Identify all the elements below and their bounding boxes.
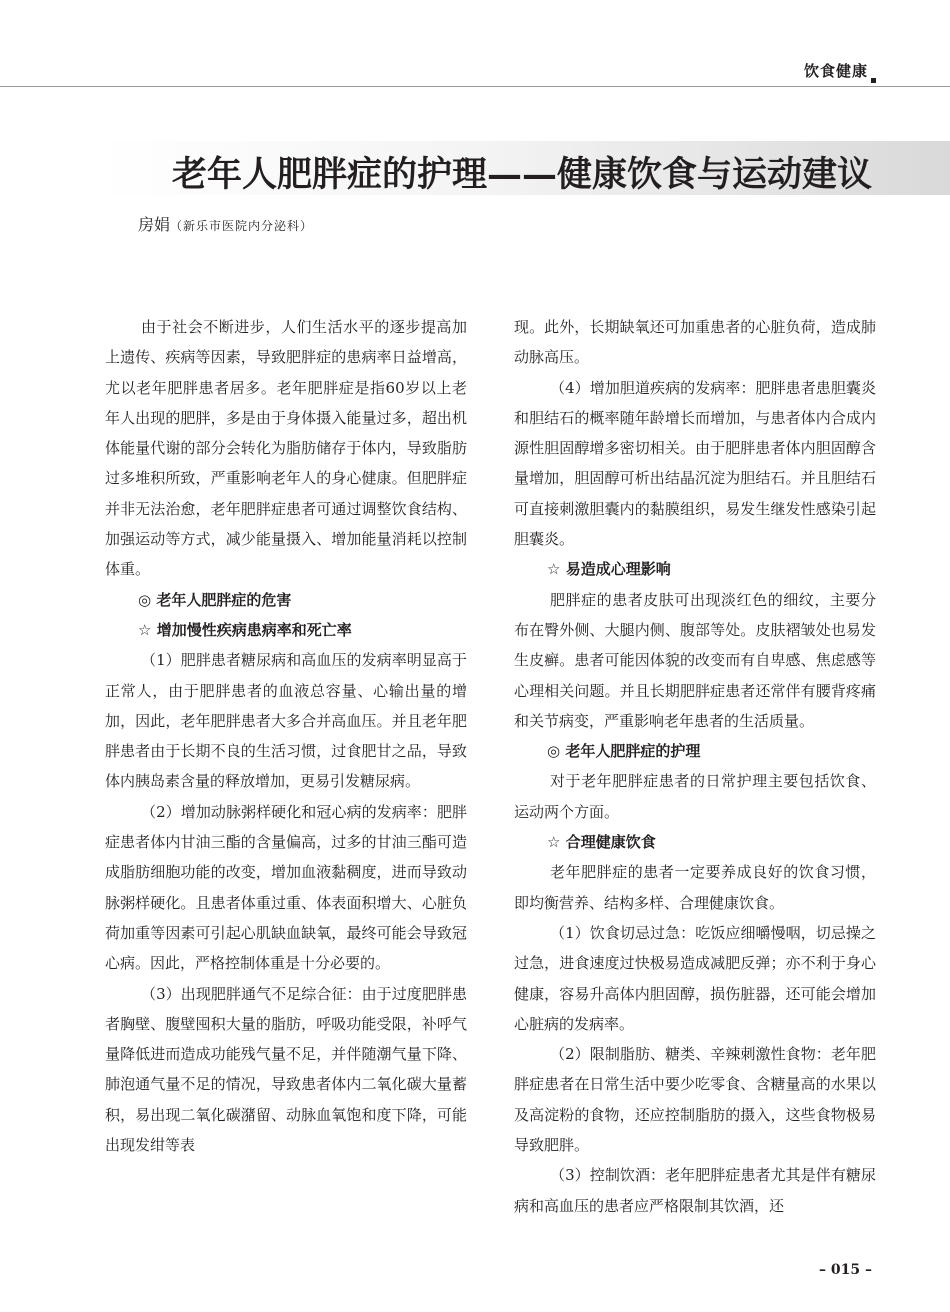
header-square-marker [871, 78, 876, 83]
byline [138, 212, 313, 235]
paragraph-point-3: （3）出现肥胖通气不足综合征：由于过度肥胖患者胸壁、腹壁囤积大量的脂肪，呼吸功能受限，补呼气量降低进而造成功能残气量不足，并伴随潮气量下降、肺泡通气量不足的情况，导致患者体内二氧化碳大量蓄积，易出现二氧化碳潴留、动脉血氧饱和度下降，可能出现发绀等表 [105, 984, 467, 1155]
paragraph-diet-intro: 老年肥胖症的患者一定要养成良好的饮食习惯，即均衡营养、结构多样、合理健康饮食。 [514, 863, 876, 912]
section-heading-care [514, 736, 876, 766]
subheading-text: 合理健康饮食 [565, 833, 656, 852]
subheading-healthy-diet [514, 827, 876, 857]
article-title: 老年人肥胖症的护理——健康饮食与运动建议 [171, 154, 872, 195]
running-header-section: 饮食健康 [803, 62, 868, 80]
header-rule [0, 86, 950, 87]
section-heading-text: 老年人肥胖症的护理 [565, 742, 701, 761]
paragraph-care-intro: 对于老年肥胖症患者的日常护理主要包括饮食、运动两个方面。 [514, 772, 876, 821]
paragraph-diet-1: （1）饮食切忌过急：吃饭应细嚼慢咽，切忌操之过急，进食速度过快极易造成减肥反弹；亦不利于身心健康，容易升高体内胆固醇，损伤脏器，还可能会增加心脏病的发病率。 [514, 923, 876, 1033]
intro-paragraph: 由于社会不断进步，人们生活水平的逐步提高加上遗传、疾病等因素，导致肥胖症的患病率日益增高，尤以老年肥胖患者居多。老年肥胖症是指60岁以上老年人出现的肥胖，多是由于身体摄入能量过多，超出机体能量代谢的部分会转化为脂肪储存于体内，导致脂肪过多堆积所致，严重影响老年人的身心健康。但肥胖症并非无法治愈，老年肥胖症患者可通过调整饮食结构、加强运动等方式，减少能量摄入、增加能量消耗以控制体重。 [105, 318, 467, 579]
paragraph-diet-2: （2）限制脂肪、糖类、辛辣刺激性食物：老年肥胖症患者在日常生活中要少吃零食、含糖量高的水果以及高淀粉的食物，还应控制脂肪的摄入，这些食物极易导致肥胖。 [514, 1045, 876, 1155]
paragraph-psychological: 肥胖症的患者皮肤可出现淡红色的细纹，主要分布在臀外侧、大腿内侧、腹部等处。皮肤褶皱处也易发生皮癣。患者可能因体貌的改变而有自卑感、焦虑感等心理相关问题。并且长期肥胖症患者还常伴有腰背疼痛和关节病变，严重影响老年患者的生活质量。 [514, 590, 876, 730]
paragraph-point-2: （2）增加动脉粥样硬化和冠心病的发病率：肥胖症患者体内甘油三酯的含量偏高，过多的甘油三酯可造成脂肪细胞功能的改变，增加血液黏稠度，进而导致动脉粥样硬化。且患者体重过重、体表面积增大、心脏负荷加重等因素可引起心肌缺血缺氧，最终可能会导致冠心病。因此，严格控制体重是十分必要的。 [105, 802, 467, 973]
subheading-text: 易造成心理影响 [565, 560, 671, 579]
section-heading-text: 老年人肥胖症的危害 [156, 590, 292, 609]
paragraph-point-3-continued: 现。此外，长期缺氧还可加重患者的心脏负荷，造成肺动脉高压。 [514, 318, 876, 367]
star-icon: ☆ [138, 620, 152, 639]
double-circle-icon: ◎ [138, 590, 152, 609]
paragraph-diet-3: （3）控制饮酒：老年肥胖症患者尤其是伴有糖尿病和高血压的患者应严格限制其饮酒，还 [514, 1166, 876, 1215]
subheading-chronic-disease [105, 615, 467, 645]
page-number: – 015 – [819, 1262, 872, 1278]
double-circle-icon: ◎ [547, 742, 561, 761]
subheading-psychological [514, 554, 876, 584]
paragraph-point-1: （1）肥胖患者糖尿病和高血压的发病率明显高于正常人，由于肥胖患者的血液总容量、心输出量的增加，因此，老年肥胖患者大多合并高血压。并且老年肥胖患者由于长期不良的生活习惯，过食肥甘之品，导致体内胰岛素含量的释放增加，更易引发糖尿病。 [105, 651, 467, 791]
author-affiliation: （新乐市医院内分泌科） [170, 219, 314, 233]
star-icon: ☆ [547, 560, 561, 579]
author-name: 房娟 [138, 215, 171, 234]
section-heading-hazards [105, 585, 467, 615]
star-icon: ☆ [547, 833, 561, 852]
paragraph-point-4: （4）增加胆道疾病的发病率：肥胖患者患胆囊炎和胆结石的概率随年龄增长而增加，与患者体内合成内源性胆固醇增多密切相关。由于肥胖患者体内胆固醇含量增加，胆固醇可析出结晶沉淀为胆结石。并且胆结石可直接刺激胆囊内的黏膜组织，易发生继发性感染引起胆囊炎。 [514, 378, 876, 549]
right-column [514, 312, 876, 1221]
left-column [105, 312, 467, 1160]
subheading-text: 增加慢性疾病患病率和死亡率 [156, 620, 352, 639]
